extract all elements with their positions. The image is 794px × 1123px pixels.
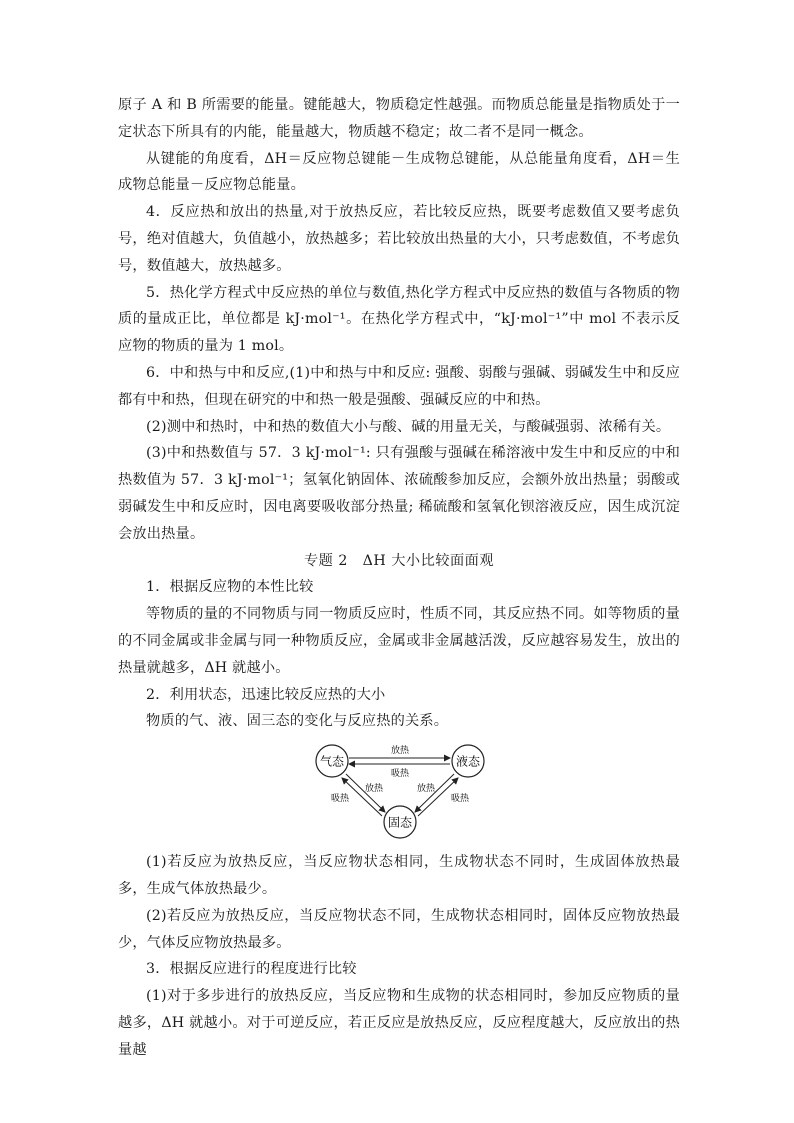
left-inner-label: 放热 — [364, 784, 384, 795]
paragraph: 物质的气、液、固三态的变化与反应热的关系。 — [146, 713, 449, 730]
paragraph: 2．利用状态，迅速比较反应热的大小 — [146, 686, 386, 703]
paragraph: (2)若反应为放热反应，当反应物状态不同，生成物状态相同时，固体反应物放热最少，气体反应物放热最多。 — [118, 907, 680, 951]
paragraph: 等物质的量的不同物质与同一物质反应时，性质不同，其反应热不同。如等物质的量的不同金属或非金属与同一种物质反应，金属或非金属越活泼，反应越容易发生，放出的热量就越多，ΔH 就越小。 — [118, 606, 680, 676]
section-heading: 专题 2 ΔH 大小比较面面观 — [303, 552, 495, 569]
paragraph: (1)对于多步进行的放热反应，当反应物和生成物的状态相同时，参加反应物质的量越多，ΔH 就越小。对于可逆反应，若正反应是放热反应，反应程度越大，反应放出的热量越 — [118, 988, 680, 1058]
state-diagram-svg — [312, 741, 488, 841]
gas-label: 气态 — [319, 754, 345, 769]
paragraph: (2)测中和热时，中和热的数值大小与酸、碱的用量无关，与酸碱强弱、浓稀有关。 — [146, 418, 671, 435]
right-outer-label: 吸热 — [450, 794, 470, 805]
paragraph: 原子 A 和 B 所需要的能量。键能越大，物质稳定性越强。而物质总能量是指物质处于一定状态下所具有的内能，能量越大，物质越不稳定；故二者不是同一概念。 — [118, 97, 680, 140]
paragraph: 1．根据反应物的本性比较 — [146, 579, 314, 596]
paragraph: 从键能的角度看，ΔH＝反应物总键能－生成物总键能，从总能量角度看，ΔH＝生成物总能量－反应物总能量。 — [118, 150, 680, 194]
paragraph: 5．热化学方程式中反应热的单位与数值,热化学方程式中反应热的数值与各物质的物质的量成正比，单位都是 kJ·mol⁻¹。在热化学方程式中，“kJ·mol⁻¹”中 mol 不表示反应物的物质的量为 1 mol。 — [118, 284, 680, 355]
paragraph-group-bottom — [118, 849, 680, 1063]
solid-label: 固态 — [387, 815, 413, 830]
paragraph: (3)中和热数值与 57．3 kJ·mol⁻¹: 只有强酸与强碱在稀溶液中发生中和反应的中和热数值为 57．3 kJ·mol⁻¹；氢氧化钠固体、浓硫酸参加反应，会额外放出热量；弱酸或弱碱发生中和反应时，因电离要吸收部分热量; 稀硫酸和氢氧化钡溶液反应，因生成沉淀会放出热量。 — [118, 445, 680, 542]
top-lower-label: 吸热 — [390, 769, 410, 780]
paragraph-group-top — [118, 92, 680, 548]
right-inner-label: 放热 — [416, 784, 436, 795]
paragraph: 6．中和热与中和反应,(1)中和热与中和反应: 强酸、弱酸与强碱、弱碱发生中和反应都有中和热，但现在研究的中和热一般是强酸、强碱反应的中和热。 — [118, 364, 680, 408]
paragraph: 3．根据反应进行的程度进行比较 — [146, 961, 357, 978]
left-outer-label: 吸热 — [330, 794, 350, 805]
top-upper-label: 放热 — [390, 746, 410, 757]
liquid-label: 液态 — [455, 754, 481, 769]
paragraph-group-middle — [118, 574, 680, 735]
state-change-diagram — [118, 741, 680, 841]
document-page — [118, 92, 680, 1064]
paragraph: (1)若反应为放热反应，当反应物状态相同，生成物状态不同时，生成固体放热最多，生成气体放热最少。 — [118, 854, 680, 897]
paragraph: 4．反应热和放出的热量,对于放热反应，若比较反应热，既要考虑数值又要考虑负号，绝对值越大，负值越小，放热越多；若比较放出热量的大小，只考虑数值，不考虑负号，数值越大，放热越多。 — [118, 204, 680, 274]
